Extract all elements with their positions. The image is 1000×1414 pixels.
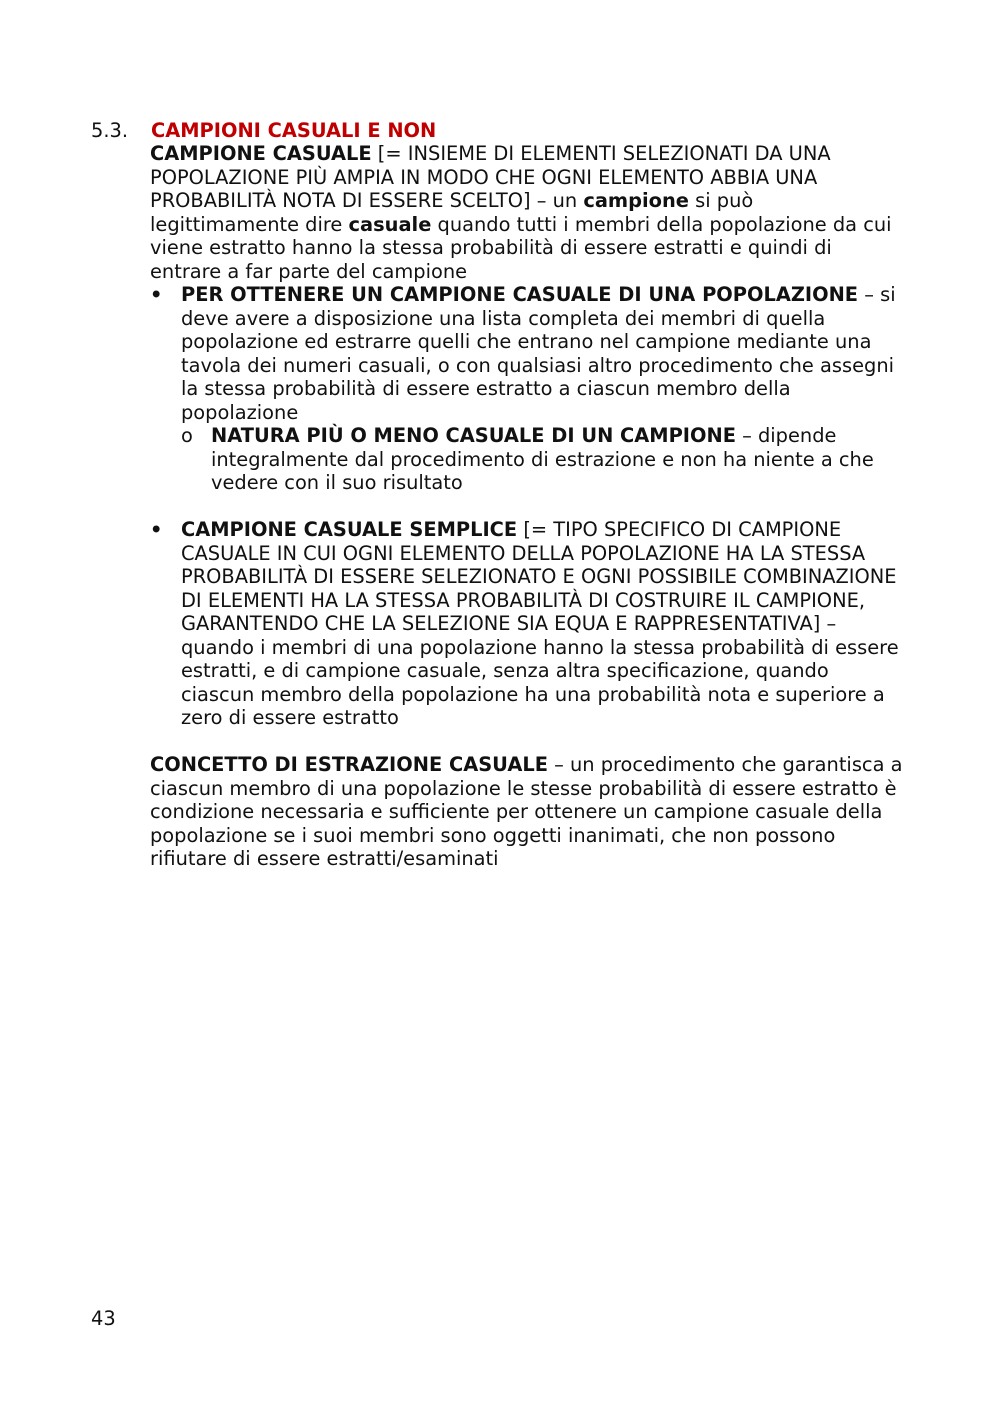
bullet-term: PER OTTENERE UN CAMPIONE CASUALE DI UNA POPOLAZIONE	[181, 283, 859, 306]
list-item	[150, 283, 905, 424]
sub-bullet-text: – dipende integralmente dal procedimento di estrazione e non ha niente a che vedere con il suo risultato	[211, 424, 874, 494]
concept-paragraph	[150, 753, 905, 871]
section-title: CAMPIONI CASUALI E NON	[151, 119, 437, 142]
intro-text-mid: si può legittimamente dire	[150, 189, 754, 236]
concept-term: CONCETTO DI ESTRAZIONE CASUALE	[150, 753, 548, 776]
page-number: 43	[91, 1307, 116, 1330]
intro-definition: [= INSIEME DI ELEMENTI SELEZIONATI DA UNA POPOLAZIONE PIÙ AMPIA IN MODO CHE OGNI ELEMENTO ABBIA UNA PROBABILITÀ NOTA DI ESSERE SCELTO] – un	[150, 142, 831, 212]
bullet-text: – si deve avere a disposizione una lista completa dei membri di quella popolazione ed estrarre quelli che entrano nel campione mediante una tavola dei numeri casuali, o con qualsiasi altro procedimento che assegni la stessa probabilità di essere estratto a ciascun membro della popolazione	[181, 283, 896, 424]
bullet-term: CAMPIONE CASUALE SEMPLICE	[181, 518, 518, 541]
section-number: 5.3.	[91, 119, 129, 142]
intro-text-end: quando tutti i membri della popolazione da cui viene estratto hanno la stessa probabilità di essere estratti e quindi di entrare a far parte del campione	[150, 212, 892, 283]
intro-keyword-casuale: casuale	[348, 212, 432, 236]
sub-bullet-icon: o	[181, 424, 193, 447]
intro-keyword-campione: campione	[583, 189, 689, 212]
bullet-icon: •	[150, 283, 163, 306]
list-item	[150, 518, 905, 730]
concept-text: – un procedimento che garantisca a ciascun membro di una popolazione le stesse probabilità di essere estratto è condizione necessaria e sufficiente per ottenere un campione casuale della popolazione se i suoi membri sono oggetti inanimati, che non possono rifiutare di essere estratti/esaminati	[150, 753, 903, 870]
intro-paragraph	[150, 142, 905, 283]
sub-list-item	[150, 424, 905, 495]
bullet-text: [= TIPO SPECIFICO DI CAMPIONE CASUALE IN CUI OGNI ELEMENTO DELLA POPOLAZIONE HA LA STESSA PROBABILITÀ DI ESSERE SELEZIONATO E OGNI POSSIBILE COMBINAZIONE DI ELEMENTI HA LA STESSA PROBABILITÀ DI COSTRUIRE IL CAMPIONE, GARANTENDO CHE LA SELEZIONE SIA EQUA E RAPPRESENTATIVA] – quando i membri di una popolazione hanno la stessa probabilità di essere estratti, e di campione casuale, senza altra specificazione, quando ciascun membro della popolazione ha una probabilità nota e superiore a zero di essere estratto	[181, 518, 899, 729]
sub-bullet-term: NATURA PIÙ O MENO CASUALE DI UN CAMPIONE	[211, 424, 736, 447]
section-body	[150, 142, 905, 871]
bullet-icon: •	[150, 518, 163, 541]
spacer	[150, 495, 905, 519]
spacer	[150, 730, 905, 754]
intro-term: CAMPIONE CASUALE	[150, 142, 372, 165]
